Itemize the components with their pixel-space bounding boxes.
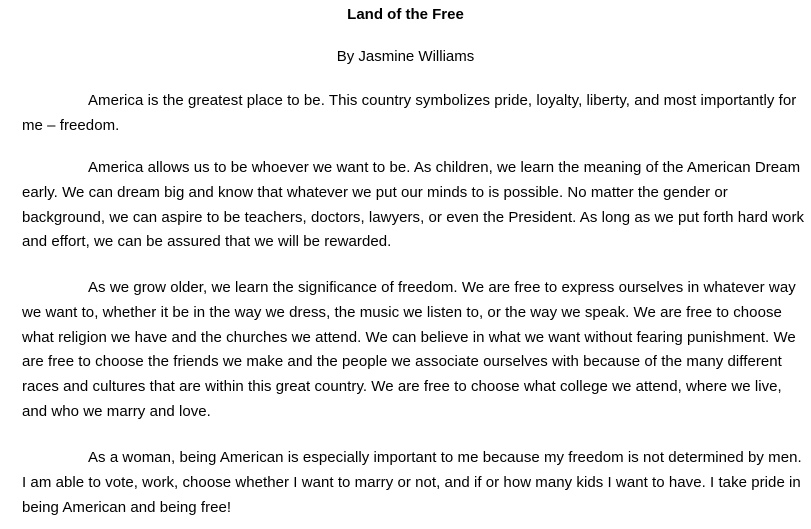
paragraph-3: As we grow older, we learn the significance of freedom. We are free to express ourselves in whatever way we want to, whether it be in the way we dress, the music we listen to, or the way we speak. We are free to choose what religion we have and the churches we attend. We can believe in what we want without fearing punishment. We are free to choose the friends we make and the people we associate ourselves with because of the many different races and cultures that are within this great country. We are free to choose what college we attend, where we live, and who we marry and love. — [22, 279, 796, 420]
paragraph-1: America is the greatest place to be. This country symbolizes pride, loyalty, liberty, and most importantly for me – freedom. — [22, 92, 797, 134]
document-title: Land of the Free — [347, 6, 464, 23]
paragraph-2: America allows us to be whoever we want to be. As children, we learn the meaning of the American Dream early. We can dream big and know that whatever we put our minds to is possible. No matter the gender or background, we can aspire to be teachers, doctors, lawyers, or even the President. As long as we put forth hard work and effort, we can be assured that we will be rewarded. — [22, 159, 805, 251]
paragraph-4: As a woman, being American is especially important to me because my freedom is not determined by men. I am able to vote, work, choose whether I want to marry or not, and if or how many kids I want to have. I take pride in being American and being free! — [22, 449, 802, 516]
document-byline: By Jasmine Williams — [336, 48, 475, 65]
